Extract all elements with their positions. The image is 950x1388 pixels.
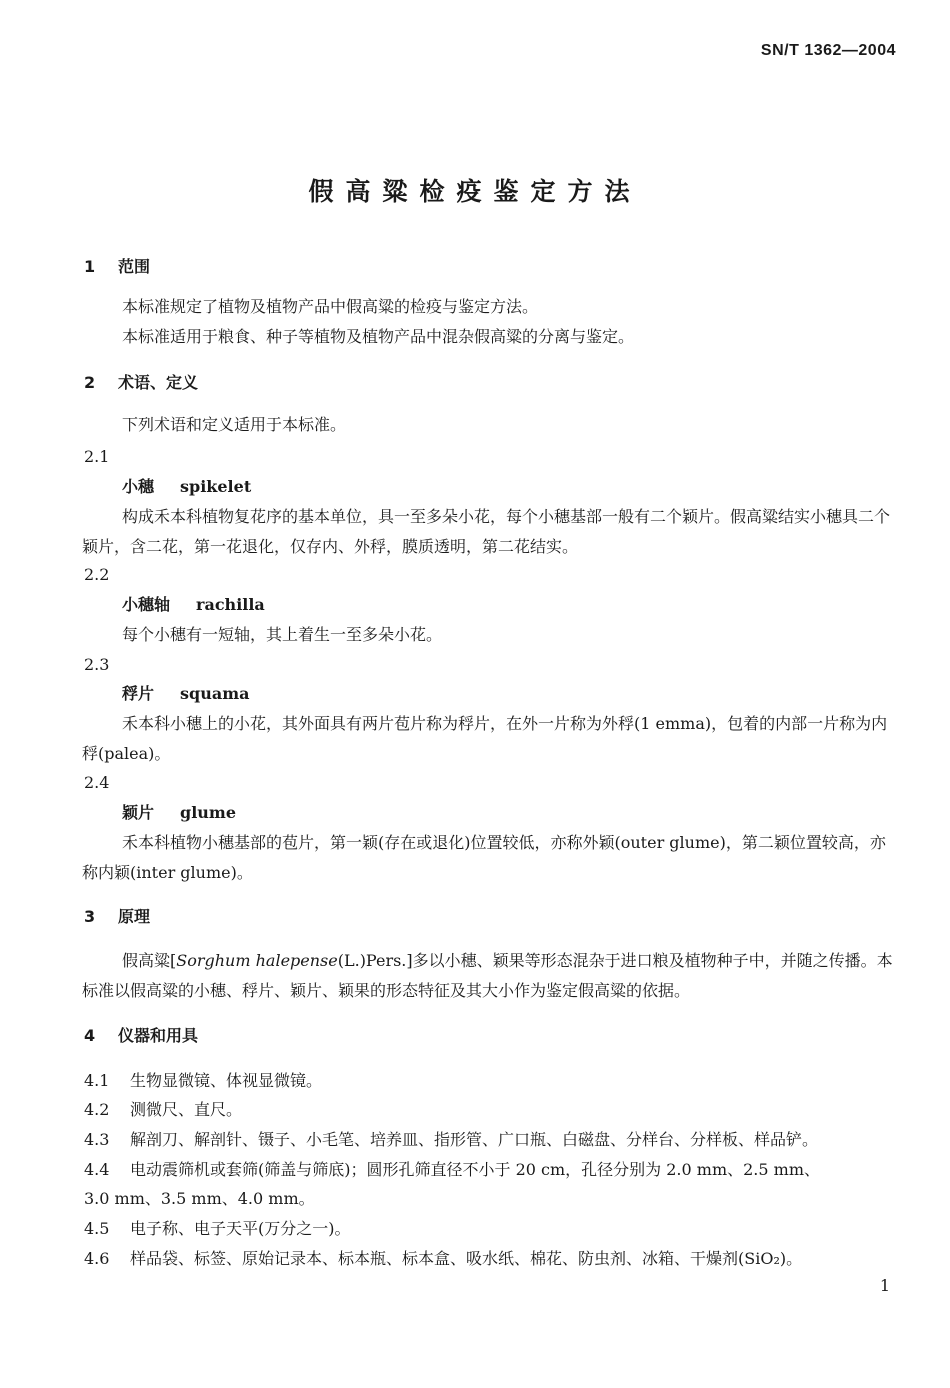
term-definition: 每个小穗有一短轴，其上着生一至多朵小花。 bbox=[122, 625, 443, 644]
clause-number: 2.3 bbox=[84, 655, 110, 674]
term-heading bbox=[122, 802, 236, 824]
term-definition: 构成禾本科植物复花序的基本单位，具一至多朵小花，每个小穗基部一般有二个颖片。假高粱结实小穗具二个颖片，含二花，第一花退化，仅存内、外稃，膜质透明，第二花结实。 bbox=[82, 507, 891, 556]
section-title: 范围 bbox=[118, 257, 151, 276]
item-number: 4.2 bbox=[84, 1100, 110, 1119]
item-text: 电动震筛机或套筛(筛盖与筛底)；圆形孔筛直径不小于 20 cm，孔径分别为 2.0 mm、2.5 mm、 bbox=[130, 1160, 820, 1179]
term-cn: 稃片 bbox=[122, 684, 155, 703]
section-number: 1 bbox=[84, 257, 96, 276]
equipment-item bbox=[84, 1159, 820, 1181]
term-en: rachilla bbox=[196, 595, 265, 614]
item-number: 4.3 bbox=[84, 1130, 110, 1149]
standard-code: SN/T 1362—2004 bbox=[760, 42, 896, 59]
item-text: 电子称、电子天平(万分之一)。 bbox=[130, 1219, 351, 1238]
section-1-heading bbox=[84, 256, 150, 278]
section-title: 仪器和用具 bbox=[118, 1026, 199, 1045]
term-heading bbox=[122, 594, 265, 616]
equipment-item bbox=[84, 1248, 802, 1270]
item-number: 4.6 bbox=[84, 1249, 110, 1268]
item-text: 测微尺、直尺。 bbox=[130, 1100, 243, 1119]
section-title: 术语、定义 bbox=[118, 373, 199, 392]
equipment-item bbox=[84, 1218, 351, 1240]
term-definition: 禾本科植物小穗基部的苞片，第一颖(存在或退化)位置较低，亦称外颖(outer glume)，第二颖位置较高，亦称内颖(inter glume)。 bbox=[82, 833, 886, 882]
paragraph: 本标准规定了植物及植物产品中假高粱的检疫与鉴定方法。 bbox=[122, 297, 539, 316]
species-name: Sorghum halepense bbox=[176, 951, 338, 970]
clause-number: 2.4 bbox=[84, 773, 110, 792]
term-cn: 小穗轴 bbox=[122, 595, 171, 614]
item-text: 解剖刀、解剖针、镊子、小毛笔、培养皿、指形管、广口瓶、白磁盘、分样台、分样板、样品铲。 bbox=[130, 1130, 819, 1149]
equipment-item bbox=[84, 1099, 242, 1121]
section-number: 3 bbox=[84, 907, 96, 926]
item-text: 生物显微镜、体视显微镜。 bbox=[130, 1071, 323, 1090]
principle-text-post: (L.)Pers.]多以小穗、颖果等形态混杂于进口粮及植物种子中，并随之传播。本标准以假高粱的小穗、稃片、颖片、颖果的形态特征及其大小作为鉴定假高粱的依据。 bbox=[82, 951, 893, 1000]
clause-number: 2.1 bbox=[84, 447, 110, 466]
item-number: 4.5 bbox=[84, 1219, 110, 1238]
equipment-item bbox=[84, 1129, 818, 1151]
document-title: 假高粱检疫鉴定方法 bbox=[308, 177, 642, 206]
principle-paragraph bbox=[82, 946, 900, 1006]
term-cn: 小穗 bbox=[122, 477, 155, 496]
paragraph: 本标准适用于粮食、种子等植物及植物产品中混杂假高粱的分离与鉴定。 bbox=[122, 327, 635, 346]
section-number: 2 bbox=[84, 373, 96, 392]
section-4-heading bbox=[84, 1025, 198, 1047]
item-number: 4.4 bbox=[84, 1160, 110, 1179]
term-heading bbox=[122, 476, 251, 498]
section-3-heading bbox=[84, 906, 150, 928]
term-definition: 禾本科小穗上的小花，其外面具有两片苞片称为稃片，在外一片称为外稃(1 emma)，包着的内部一片称为内稃(palea)。 bbox=[82, 714, 888, 763]
term-en: glume bbox=[180, 803, 237, 822]
item-text: 样品袋、标签、原始记录本、标本瓶、标本盒、吸水纸、棉花、防虫剂、冰箱、干燥剂(SiO₂)。 bbox=[130, 1249, 803, 1268]
term-en: spikelet bbox=[180, 477, 252, 496]
item-number: 4.1 bbox=[84, 1071, 110, 1090]
principle-text-pre: 假高粱[ bbox=[122, 951, 177, 970]
equipment-item bbox=[84, 1070, 322, 1092]
equipment-item-continuation: 3.0 mm、3.5 mm、4.0 mm。 bbox=[84, 1189, 315, 1208]
term-heading bbox=[122, 683, 250, 705]
section-number: 4 bbox=[84, 1026, 96, 1045]
page-number: 1 bbox=[879, 1276, 890, 1295]
clause-number: 2.2 bbox=[84, 565, 110, 584]
section-title: 原理 bbox=[118, 907, 151, 926]
section-2-heading bbox=[84, 372, 198, 394]
term-cn: 颖片 bbox=[122, 803, 155, 822]
term-en: squama bbox=[180, 684, 250, 703]
paragraph: 下列术语和定义适用于本标准。 bbox=[122, 415, 347, 434]
